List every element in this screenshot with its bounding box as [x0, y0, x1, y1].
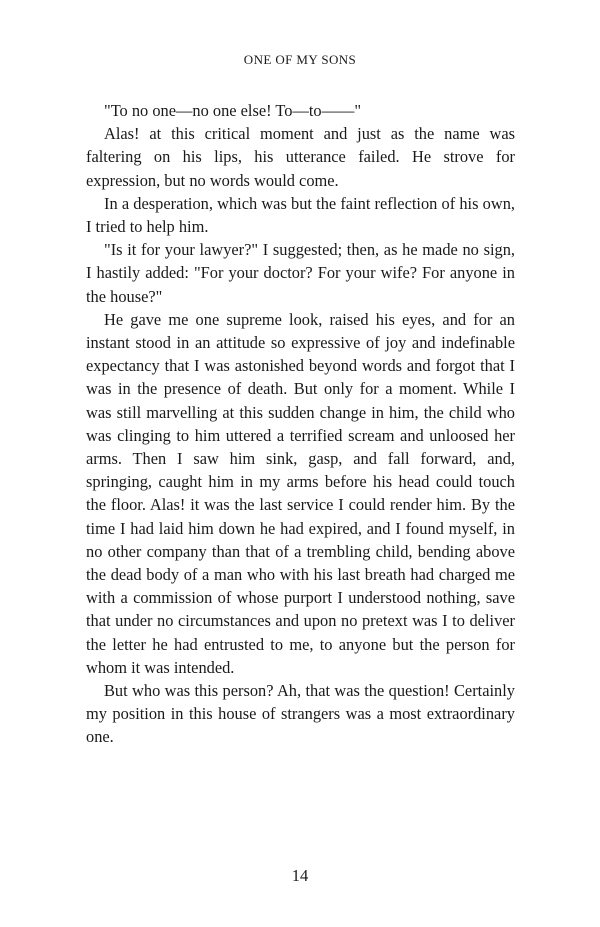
running-head: ONE OF MY SONS: [243, 52, 357, 67]
body-text: [86, 99, 515, 749]
paragraph: "To no one—no one else! To—to——": [104, 101, 362, 120]
paragraph: He gave me one supreme look, raised his eyes, and for an instant stood in an attitude so expressive of joy and indefinable expectancy that I was astonished beyond words and forgot that I was in the presence of death. But only for a moment. While I was still marvelling at this sudden change in him, the child who was clinging to him uttered a terrified scream and unloosed her arms. Then I saw him sink, gasp, and fall forward, and, springing, caught him in my arms before his head could touch the floor. Alas! it was the last service I could render him. By the time I had laid him down he had expired, and I found myself, in no other company than that of a trembling child, bending above the dead body of a man who with his last breath had charged me with a commission of whose purport I understood nothing, save that under no circumstances and upon no pretext was I to deliver the letter he had entrusted to me, to anyone but the person for whom it was intended.: [86, 309, 515, 677]
paragraph: But who was this person? Ah, that was the question! Certainly my position in this house of strangers was a most extraordinary one.: [86, 681, 515, 747]
page-number: 14: [291, 866, 309, 885]
paragraph: "Is it for your lawyer?" I suggested; then, as he made no sign, I hastily added: "For your doctor? For your wife? For anyone in the house?": [86, 240, 515, 306]
paragraph: In a desperation, which was but the faint reflection of his own, I tried to help him.: [86, 193, 515, 237]
paragraph: Alas! at this critical moment and just as the name was faltering on his lips, his utterance failed. He strove for expression, but no words would come.: [86, 124, 515, 190]
